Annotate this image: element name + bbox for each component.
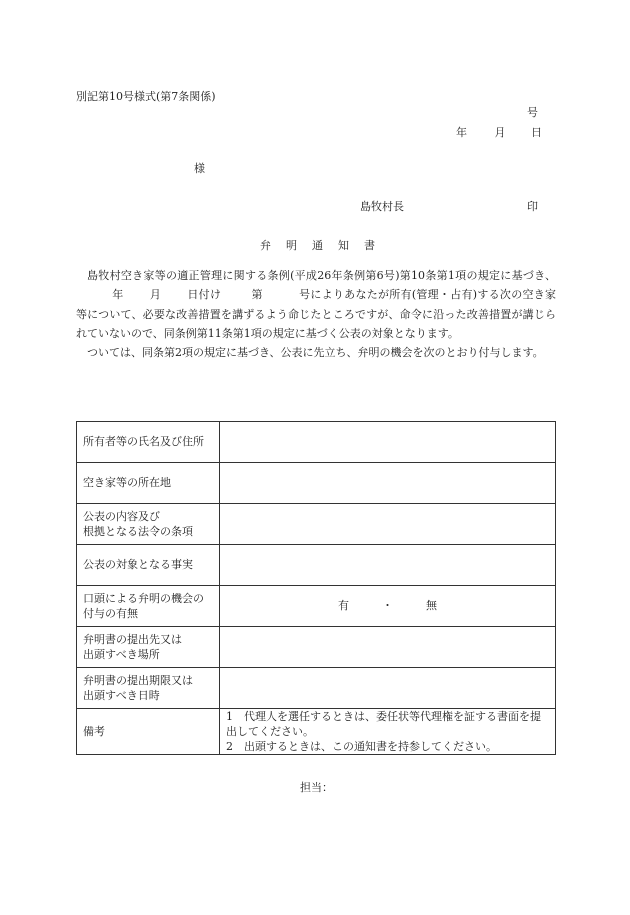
body-p1-month: 月 <box>149 288 162 302</box>
body-p1-a: 島牧村空き家等の適正管理に関する条例(平成26年条例第6号)第10条第1項の規定に基づき、 <box>87 269 556 282</box>
title-char: 明 <box>286 239 297 252</box>
contact-label: 担当： <box>300 781 333 794</box>
body-paragraph-1 <box>76 266 556 343</box>
option-separator: ・ <box>382 599 393 612</box>
date-day: 日 <box>531 126 542 139</box>
location-value-cell <box>220 463 556 504</box>
number-label: 号 <box>527 106 538 119</box>
table-row <box>77 545 556 586</box>
date-line <box>456 124 542 140</box>
table-row <box>77 668 556 709</box>
table-row <box>77 463 556 504</box>
table-row <box>77 504 556 545</box>
body-p1-b: 号によりあなたが所有(管理・占有)する次の空き家等について、必要な改善措置を講ずるよう命じたところですが、命令に沿った改善措置が講じられていないので、同条例第11条第1項の規定に基づく公表の対象となります。 <box>76 288 557 340</box>
body-p1-day: 日付け <box>187 288 222 302</box>
row-label-publication-content: 公表の内容及び 根拠となる法令の条項 <box>77 504 220 545</box>
remark-note: 1 代理人を選任するときは、委任状等代理権を証する書面を提出してください。 <box>226 710 541 738</box>
oral-opportunity-cell <box>220 586 556 627</box>
seal-mark: 印 <box>527 200 538 213</box>
remark-note: 2 出頭するときは、この通知書を持参してください。 <box>226 740 497 753</box>
hearing-details-table <box>76 421 556 755</box>
table-row <box>77 709 556 755</box>
row-label-location: 空き家等の所在地 <box>77 463 220 504</box>
table-row <box>77 586 556 627</box>
form-reference: 別記第10号様式(第7条関係) <box>76 90 216 103</box>
row-label-facts: 公表の対象となる事実 <box>77 545 220 586</box>
submission-place-cell <box>220 627 556 668</box>
remarks-cell <box>220 709 556 755</box>
table-row <box>77 422 556 463</box>
body-p1-year: 年 <box>112 288 124 302</box>
title-char: 弁 <box>260 239 271 252</box>
row-label-remarks: 備考 <box>77 709 220 755</box>
facts-value-cell <box>220 545 556 586</box>
title-char: 通 <box>312 239 323 252</box>
option-no: 無 <box>426 599 437 612</box>
row-label-submission-place: 弁明書の提出先又は 出頭すべき場所 <box>77 627 220 668</box>
row-label-oral-opportunity: 口頭による弁明の機会の 付与の有無 <box>77 586 220 627</box>
publication-content-cell <box>220 504 556 545</box>
body-p1-dai: 第 <box>251 288 263 302</box>
title-char: 知 <box>338 239 349 252</box>
owner-value-cell <box>220 422 556 463</box>
notice-body <box>76 266 556 362</box>
row-label-submission-deadline: 弁明書の提出期限又は 出頭すべき日時 <box>77 668 220 709</box>
body-paragraph-2: ついては、同条第2項の規定に基づき、公表に先立ち、弁明の機会を次のとおり付与します。 <box>87 346 544 360</box>
addressee-suffix: 様 <box>194 162 205 175</box>
submission-deadline-cell <box>220 668 556 709</box>
date-month: 月 <box>494 126 506 139</box>
title-char: 書 <box>364 239 375 252</box>
row-label-owner: 所有者等の氏名及び住所 <box>77 422 220 463</box>
document-title <box>260 237 390 253</box>
date-year: 年 <box>456 126 467 139</box>
option-yes: 有 <box>338 599 349 612</box>
table-row <box>77 627 556 668</box>
sender-name: 島牧村長 <box>360 200 404 213</box>
